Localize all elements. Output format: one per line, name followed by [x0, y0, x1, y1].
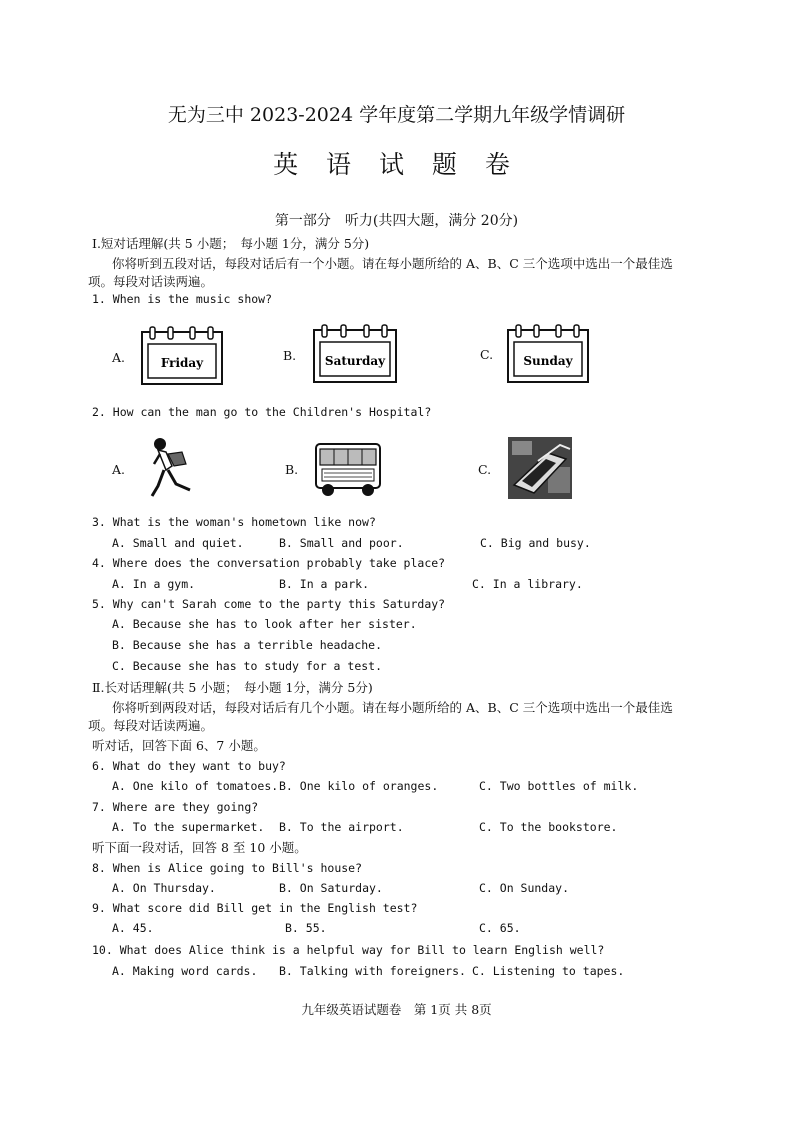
- q8-option-a: A. On Thursday.: [112, 881, 216, 895]
- q9-option-c: C. 65.: [479, 921, 521, 935]
- exam-title: 无为三中 2023-2024 学年度第二学期九年级学情调研: [167, 104, 626, 126]
- group-instruction-8-10: 听下面一段对话，回答 8 至 10 小题。: [92, 840, 307, 855]
- section1-heading: Ⅰ.短对话理解(共 5 小题； 每小题 1分，满分 5分): [92, 236, 370, 251]
- question-9: 9. What score did Bill get in the English test?: [92, 901, 418, 915]
- q2-option-a-label: A.: [112, 462, 126, 477]
- q8-option-c: C. On Sunday.: [479, 881, 570, 895]
- group-instruction-6-7: 听对话，回答下面 6、7 小题。: [92, 738, 266, 753]
- q3-option-c: C. Big and busy.: [480, 536, 591, 550]
- calendar-label-saturday: Saturday: [324, 354, 386, 368]
- section2-intro: 你将听到两段对话，每段对话后有几个小题。请在每小题所给的 A、B、C 三个选项中选出一个最佳选: [112, 700, 673, 715]
- q1-option-a-label: A.: [112, 350, 126, 365]
- q1-option-c-label: C.: [480, 347, 494, 362]
- page-footer: 九年级英语试题卷 第 1页 共 8页: [301, 1002, 492, 1017]
- calendar-icon: [312, 324, 398, 384]
- section1-intro: 你将听到五段对话，每段对话后有一个小题。请在每小题所给的 A、B、C 三个选项中选出一个最佳选: [112, 256, 673, 271]
- q5-option-c: C. Because she has to study for a test.: [112, 659, 383, 673]
- q2-option-b-label: B.: [285, 462, 299, 477]
- q2-option-c-label: C.: [478, 462, 492, 477]
- q8-option-b: B. On Saturday.: [279, 881, 383, 895]
- q5-option-b: B. Because she has a terrible headache.: [112, 638, 383, 652]
- q4-option-b: B. In a park.: [279, 577, 370, 591]
- question-7: 7. Where are they going?: [92, 800, 259, 814]
- q7-option-c: C. To the bookstore.: [479, 820, 618, 834]
- calendar-label-friday: Friday: [160, 356, 204, 370]
- q4-option-c: C. In a library.: [472, 577, 583, 591]
- walking-person-icon: [146, 436, 196, 500]
- calendar-icon: [140, 326, 224, 386]
- question-3: 3. What is the woman's hometown like now?: [92, 515, 376, 529]
- section1-intro-cont: 项。每段对话读两遍。: [88, 274, 214, 289]
- q3-option-a: A. Small and quiet.: [112, 536, 244, 550]
- question-1: 1. When is the music show?: [92, 292, 273, 306]
- q10-option-b: B. Talking with foreigners.: [279, 964, 466, 978]
- q9-option-a: A. 45.: [112, 921, 154, 935]
- question-8: 8. When is Alice going to Bill's house?: [92, 861, 363, 875]
- q3-option-b: B. Small and poor.: [279, 536, 404, 550]
- section2-heading: Ⅱ.长对话理解(共 5 小题； 每小题 1分，满分 5分): [92, 680, 373, 695]
- part-heading: 第一部分 听力(共四大题，满分 20分): [274, 213, 519, 229]
- question-4: 4. Where does the conversation probably take place?: [92, 556, 446, 570]
- q10-option-c: C. Listening to tapes.: [472, 964, 625, 978]
- q10-option-a: A. Making word cards.: [112, 964, 258, 978]
- exam-subtitle: 英 语 试 题 卷: [273, 150, 520, 179]
- q5-option-a: A. Because she has to look after her sister.: [112, 617, 417, 631]
- q7-option-a: A. To the supermarket.: [112, 820, 265, 834]
- question-5: 5. Why can't Sarah come to the party this Saturday?: [92, 597, 446, 611]
- train-photo-icon: [508, 437, 572, 499]
- section2-intro-cont: 项。每段对话读两遍。: [88, 718, 214, 733]
- q1-option-b-label: B.: [283, 348, 297, 363]
- question-10: 10. What does Alice think is a helpful way for Bill to learn English well?: [92, 943, 605, 957]
- q4-option-a: A. In a gym.: [112, 577, 196, 591]
- question-2: 2. How can the man go to the Children's Hospital?: [92, 405, 432, 419]
- calendar-icon: [506, 324, 590, 384]
- bus-icon: [312, 438, 384, 500]
- q9-option-b: B. 55.: [285, 921, 327, 935]
- q6-option-a: A. One kilo of tomatoes.: [112, 779, 279, 793]
- q7-option-b: B. To the airport.: [279, 820, 404, 834]
- q6-option-c: C. Two bottles of milk.: [479, 779, 639, 793]
- question-6: 6. What do they want to buy?: [92, 759, 286, 773]
- q6-option-b: B. One kilo of oranges.: [279, 779, 439, 793]
- calendar-label-sunday: Sunday: [523, 354, 573, 368]
